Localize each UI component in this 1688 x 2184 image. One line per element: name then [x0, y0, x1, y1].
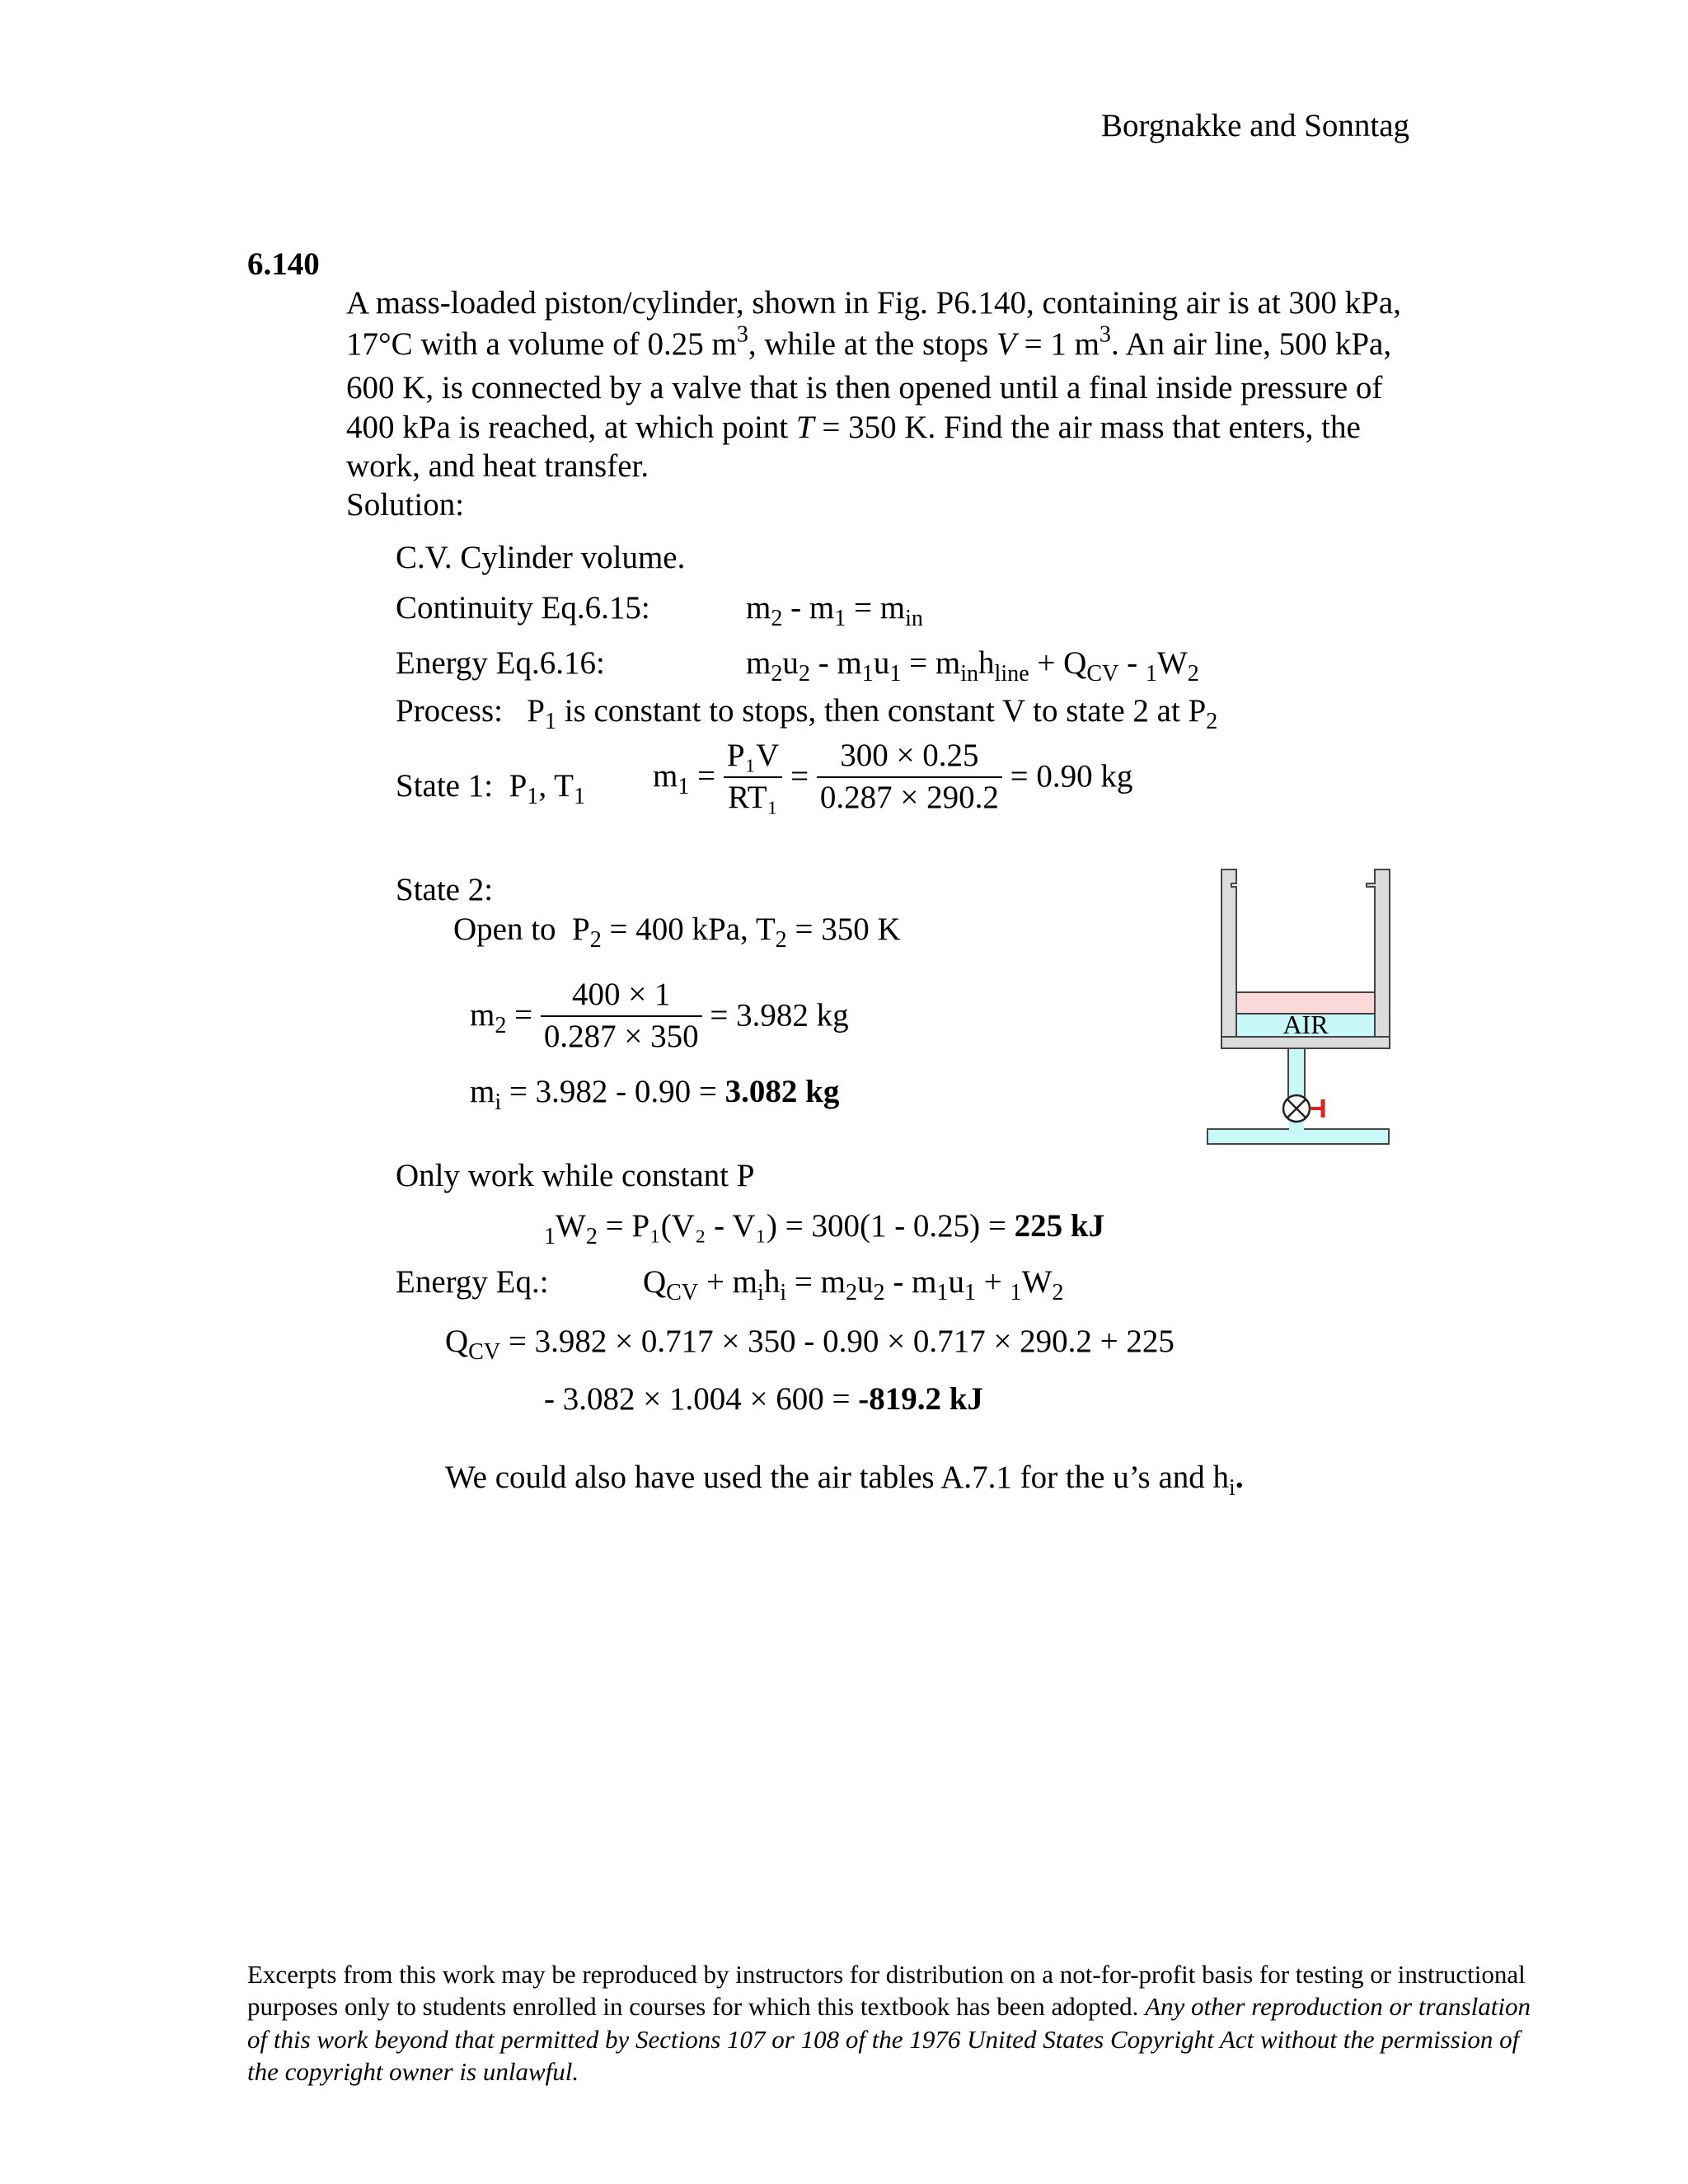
state1-numeric-fraction: $\frac{300 \times 0.25}{0.287 \times 290.2}$: [817, 738, 1002, 817]
footer-italic-text: Any other reproduction or translation of this work beyond that permitted by Sections 107 or 108 of the 1976 United States Copyright Act without the permission of the copyright owner is unlawful.: [247, 1992, 1531, 2087]
cylinder-left-wall: [1221, 869, 1236, 1048]
footer-text: Excerpts from this work may be reproduced by instructors for distribution on a not-for-profit basis for testing or instructional purposes only to students enrolled in courses for which this textbook has been adopted.: [247, 1960, 1526, 2022]
work-label: Only work while constant P: [396, 1158, 755, 1193]
problem-statement-line-5: work, and heat transfer.: [346, 448, 649, 484]
air-label: AIR: [1282, 1010, 1329, 1039]
problem-statement-line-2: 17°C with a volume of 0.25 $m^3$, while at the stops V = 1 $m^3$. An air line, 500 kPa,: [346, 321, 1392, 362]
energy-eq2: $Q_{CV} + m_ih_i = m_2u_2 - m_1u_1 + _1W_2$: [643, 1264, 1064, 1305]
process-description: Process: $P_1$ is constant to stops, then constant V to state 2 at $P_2$: [396, 693, 1218, 734]
continuity-label: Continuity Eq.6.15:: [396, 590, 650, 626]
copyright-footer: [247, 1958, 1533, 2088]
state1-mass-equation: $m_1$ = $\frac{\text{P₁V}}{\text{RT₁}}$ = $\frac{300 \times 0.25}{0.287 \times 290.2}$ = 0.90 kg: [653, 738, 1133, 815]
m2-fraction: $\frac{400 \times 1}{0.287 \times 350}$: [541, 977, 702, 1056]
problem-statement-line-4: 400 kPa is reached, at which point T = 350 K. Find the air mass that enters, the: [346, 410, 1361, 445]
problem-number: 6.140: [247, 246, 320, 282]
state1-label: State 1: $P_1$, $T_1$: [396, 768, 585, 809]
mi-equation: $m_i = 3.982 - 0.90 = 3.082$ kg: [470, 1074, 840, 1115]
qcv-line-2: - 3.082 × 1.004 × 600 = -819.2 kJ: [544, 1381, 983, 1417]
work-equation: $_1W_2 = P_1(V_2 - V_1) = 300(1 - 0.25) = 225$ kJ: [544, 1208, 1105, 1249]
state2-label: State 2:: [396, 872, 494, 907]
energy-eq2-label: Energy Eq.:: [396, 1264, 549, 1300]
m2-result: = 3.982 kg: [710, 997, 849, 1033]
qcv-result: -819.2 kJ: [858, 1381, 983, 1417]
continuity-equation: $m_2 - m_1 = m_{in}$: [746, 590, 923, 631]
control-volume: C.V. Cylinder volume.: [396, 540, 686, 575]
state2-condition: Open to $P_2 = 400$ kPa, $T_2 = 350$ K: [453, 912, 901, 953]
state1-result: = 0.90 kg: [1010, 758, 1133, 794]
energy-label: Energy Eq.6.16:: [396, 645, 605, 681]
air-tables-note: We could also have used the air tables A.7.1 for the u’s and $h_i$.: [445, 1460, 1244, 1501]
m2-equation: $m_2$ = $\frac{400 \times 1}{0.287 \times 350}$ = 3.982 kg: [470, 977, 849, 1054]
problem-statement-line-1: A mass-loaded piston/cylinder, shown in Fig. P6.140, containing air is at 300 kPa,: [346, 285, 1401, 321]
qcv-line-1: $Q_{CV} = 3.982 \times 0.717 \times 350 - 0.90 \times 0.717 \times 290.2 + 225$: [445, 1324, 1175, 1365]
energy-equation: $m_2u_2 - m_1u_1 = m_{in}h_{line} + Q_{CV} - _1W_2$: [746, 645, 1199, 687]
page-header-authors: Borgnakke and Sonntag: [1101, 108, 1410, 143]
solution-label: Solution:: [346, 487, 465, 523]
mi-result: 3.082 kg: [724, 1074, 840, 1109]
supply-line: [1207, 1129, 1389, 1144]
problem-statement-line-3: 600 K, is connected by a valve that is then opened until a final inside pressure of: [346, 370, 1383, 405]
piston-cylinder-figure: [1195, 857, 1401, 1162]
work-result: 225 kJ: [1014, 1208, 1105, 1244]
valve-icon: [1283, 1095, 1323, 1122]
state1-symbolic-fraction: $\frac{\text{P₁V}}{\text{RT₁}}$: [724, 738, 782, 817]
